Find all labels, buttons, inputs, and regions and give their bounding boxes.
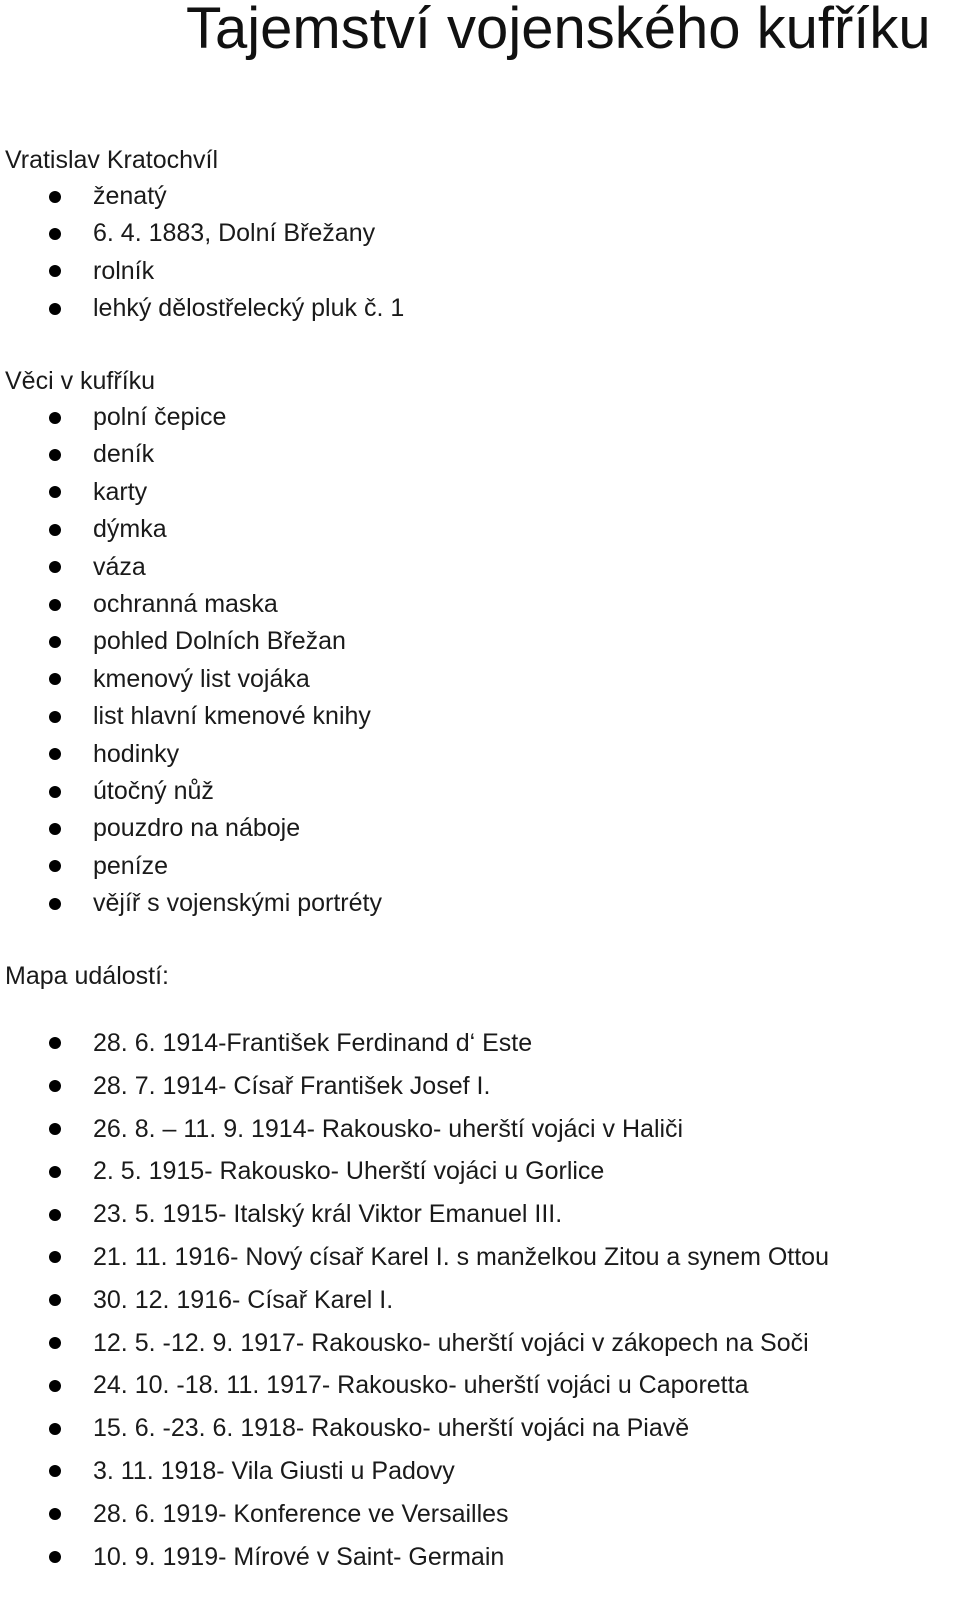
list-item — [0, 253, 404, 290]
list-item-text: pohled Dolních Břežan — [93, 627, 346, 656]
bullet-icon — [49, 1037, 61, 1049]
list-item — [0, 1407, 829, 1450]
list-item — [0, 848, 382, 885]
list-item — [0, 586, 382, 623]
list-item — [0, 885, 382, 922]
list-item-text: peníze — [93, 851, 169, 880]
list-item — [0, 1364, 829, 1407]
list-item-text: list hlavní kmenové knihy — [93, 702, 371, 731]
bullet-icon — [49, 711, 61, 723]
list-item-text: 28. 7. 1914- Císař František Josef I. — [93, 1071, 491, 1100]
list-item — [0, 1450, 829, 1493]
list-item-text: 21. 11. 1916- Nový císař Karel I. s manželkou Zitou a synem Ottou — [93, 1242, 829, 1271]
list-item — [0, 436, 382, 473]
events-heading: Mapa událostí: — [5, 962, 169, 990]
list-item — [0, 1150, 829, 1193]
bullet-icon — [49, 228, 61, 240]
bullet-icon — [49, 860, 61, 872]
list-item — [0, 623, 382, 660]
list-item — [0, 1065, 829, 1108]
list-item — [0, 1193, 829, 1236]
list-item-text: 28. 6. 1914-František Ferdinand d‘ Este — [93, 1029, 533, 1057]
bullet-icon — [49, 1551, 61, 1563]
list-item — [0, 810, 382, 847]
bullet-icon — [49, 898, 61, 910]
list-item-text: hodinky — [93, 739, 180, 768]
list-item-text: váza — [93, 552, 146, 581]
bullet-icon — [49, 303, 61, 315]
list-item-text: 24. 10. -18. 11. 1917- Rakousko- uherští vojáci u Caporetta — [93, 1371, 749, 1400]
list-item — [0, 698, 382, 735]
list-item-text: ochranná maska — [93, 589, 278, 618]
bullet-icon — [49, 524, 61, 536]
list-item — [0, 290, 404, 327]
list-item-text: dýmka — [93, 515, 167, 544]
list-item — [0, 215, 404, 252]
bullet-icon — [49, 1294, 61, 1306]
list-item — [0, 736, 382, 773]
list-item-text: 15. 6. -23. 6. 1918- Rakousko- uherští vojáci na Piavě — [93, 1414, 690, 1443]
bullet-icon — [49, 786, 61, 798]
bullet-icon — [49, 1337, 61, 1349]
bullet-icon — [49, 1465, 61, 1477]
bullet-icon — [49, 823, 61, 835]
list-item — [0, 1022, 829, 1065]
list-item-text: 12. 5. -12. 9. 1917- Rakousko- uherští vojáci v zákopech na Soči — [93, 1328, 809, 1357]
list-item-text: pouzdro na náboje — [93, 814, 301, 843]
list-item-text: ženatý — [93, 182, 167, 210]
bullet-icon — [49, 1080, 61, 1092]
list-item — [0, 1108, 829, 1151]
list-item — [0, 178, 404, 215]
events-list — [0, 1022, 829, 1578]
bullet-icon — [49, 1508, 61, 1520]
list-item-text: 3. 11. 1918- Vila Giusti u Padovy — [93, 1456, 455, 1485]
list-item-text: 6. 4. 1883, Dolní Břežany — [93, 219, 376, 248]
list-item-text: polní čepice — [93, 403, 227, 431]
list-item — [0, 1279, 829, 1322]
list-item — [0, 1493, 829, 1536]
bullet-icon — [49, 599, 61, 611]
bullet-icon — [49, 1209, 61, 1221]
bullet-icon — [49, 636, 61, 648]
page-title: Tajemství vojenského kufříku — [186, 0, 931, 61]
list-item-text: 30. 12. 1916- Císař Karel I. — [93, 1285, 394, 1314]
bullet-icon — [49, 265, 61, 277]
bullet-icon — [49, 412, 61, 424]
list-item — [0, 549, 382, 586]
list-item-text: karty — [93, 477, 148, 506]
list-item-text: kmenový list vojáka — [93, 664, 310, 693]
list-item — [0, 474, 382, 511]
list-item-text: 23. 5. 1915- Italský král Viktor Emanuel III. — [93, 1200, 563, 1229]
list-item — [0, 511, 382, 548]
list-item-text: deník — [93, 440, 155, 469]
bullet-icon — [49, 486, 61, 498]
list-item — [0, 1236, 829, 1279]
bullet-icon — [49, 561, 61, 573]
list-item-text: 28. 6. 1919- Konference ve Versailles — [93, 1499, 509, 1528]
suitcase-heading: Věci v kufříku — [5, 367, 156, 395]
bullet-icon — [49, 1251, 61, 1263]
person-details-list — [0, 178, 404, 328]
person-name: Vratislav Kratochvíl — [5, 146, 219, 174]
list-item — [0, 773, 382, 810]
list-item-text: lehký dělostřelecký pluk č. 1 — [93, 294, 405, 323]
list-item-text: 2. 5. 1915- Rakousko- Uherští vojáci u Gorlice — [93, 1157, 605, 1186]
bullet-icon — [49, 748, 61, 760]
list-item-text: 10. 9. 1919- Mírové v Saint- Germain — [93, 1542, 505, 1571]
bullet-icon — [49, 191, 61, 203]
bullet-icon — [49, 1123, 61, 1135]
bullet-icon — [49, 673, 61, 685]
list-item — [0, 1536, 829, 1579]
bullet-icon — [49, 1380, 61, 1392]
bullet-icon — [49, 1166, 61, 1178]
list-item-text: 26. 8. – 11. 9. 1914- Rakousko- uherští vojáci v Haliči — [93, 1114, 684, 1143]
list-item-text: rolník — [93, 256, 155, 285]
list-item — [0, 661, 382, 698]
bullet-icon — [49, 449, 61, 461]
list-item-text: vějíř s vojenskými portréty — [93, 889, 382, 918]
bullet-icon — [49, 1423, 61, 1435]
list-item — [0, 399, 382, 436]
list-item-text: útočný nůž — [93, 776, 214, 805]
suitcase-items-list — [0, 399, 382, 922]
list-item — [0, 1322, 829, 1365]
